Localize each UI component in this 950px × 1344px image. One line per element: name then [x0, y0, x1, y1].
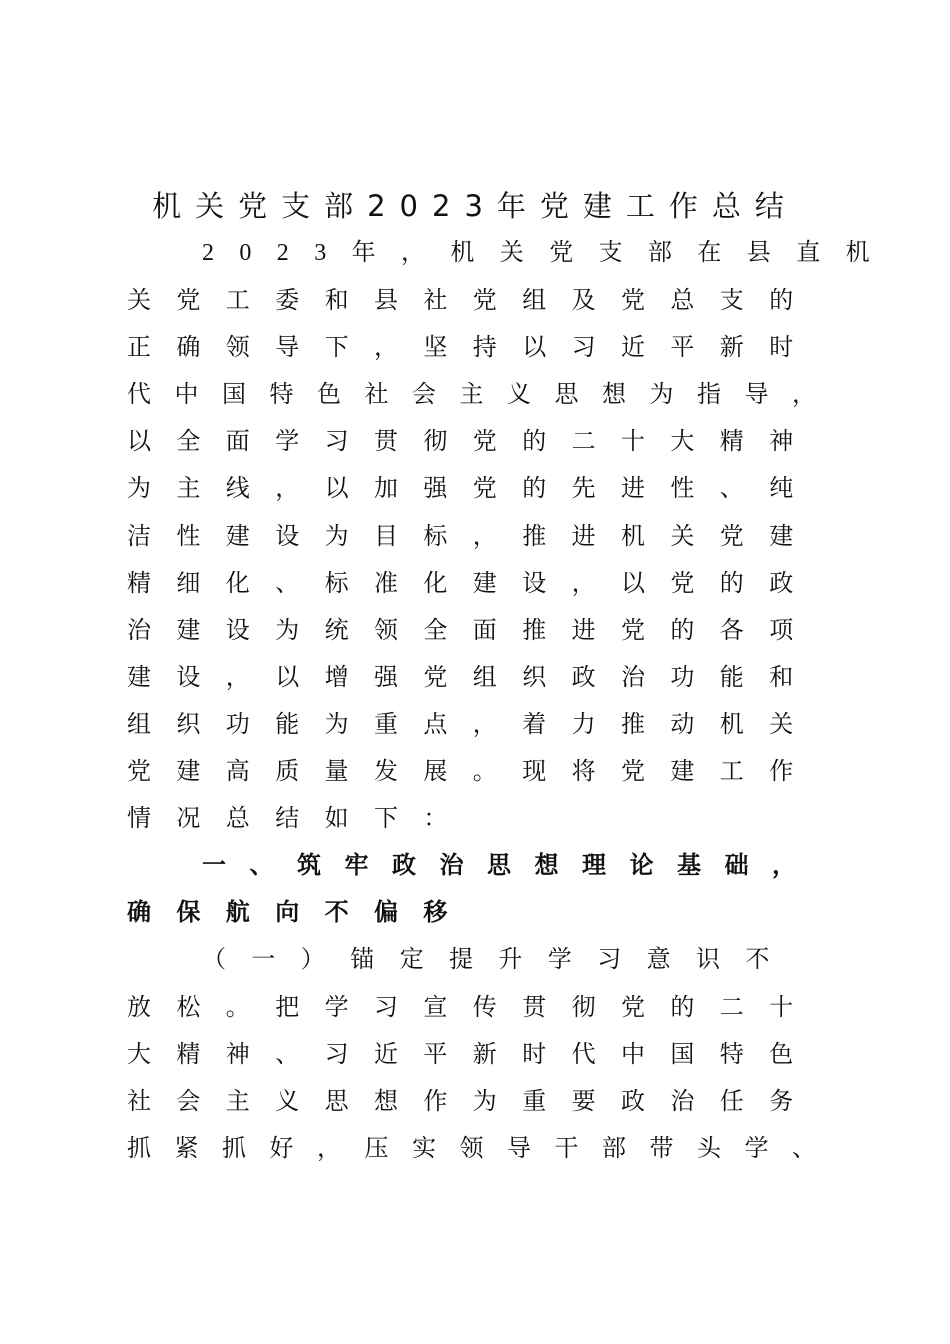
paragraph-line: 抓紧抓好，压实领导干部带头学、	[127, 1133, 840, 1162]
paragraph-line: 精细化、标准化建设，以党的政	[127, 568, 819, 597]
subsection-heading: （一）锚定提升学习意识不	[202, 945, 795, 974]
paragraph-line: 大精神、习近平新时代中国特色	[127, 1039, 819, 1068]
paragraph-line: 社会主义思想作为重要政治任务	[127, 1086, 819, 1115]
section-heading-continuation: 确保航向不偏移	[127, 898, 473, 927]
paragraph-line: 放松。把学习宣传贯彻党的二十	[127, 992, 819, 1021]
document-body	[127, 230, 895, 1172]
paragraph-line: 为主线，以加强党的先进性、纯	[127, 474, 819, 503]
section-heading: 一、筑牢政治思想理论基础，	[202, 851, 820, 880]
paragraph-line: 情况总结如下：	[127, 804, 473, 833]
document-title: 机关党支部2023年党建工作总结	[152, 189, 798, 223]
paragraph-line: 组织功能为重点，着力推动机关	[127, 709, 819, 738]
paragraph-line: 关党工委和县社党组及党总支的	[127, 286, 819, 315]
paragraph-line: 以全面学习贯彻党的二十大精神	[127, 427, 819, 456]
paragraph-line: 正确领导下，坚持以习近平新时	[127, 333, 819, 362]
paragraph-line: 党建高质量发展。现将党建工作	[127, 757, 819, 786]
paragraph-line: 洁性建设为目标，推进机关党建	[127, 521, 819, 550]
paragraph-line: 治建设为统领全面推进党的各项	[127, 615, 819, 644]
paragraph-line: 2023年，机关党支部在县直机	[202, 240, 895, 266]
paragraph-line: 建设，以增强党组织政治功能和	[127, 662, 819, 691]
paragraph-line: 代中国特色社会主义思想为指导，	[127, 380, 840, 409]
